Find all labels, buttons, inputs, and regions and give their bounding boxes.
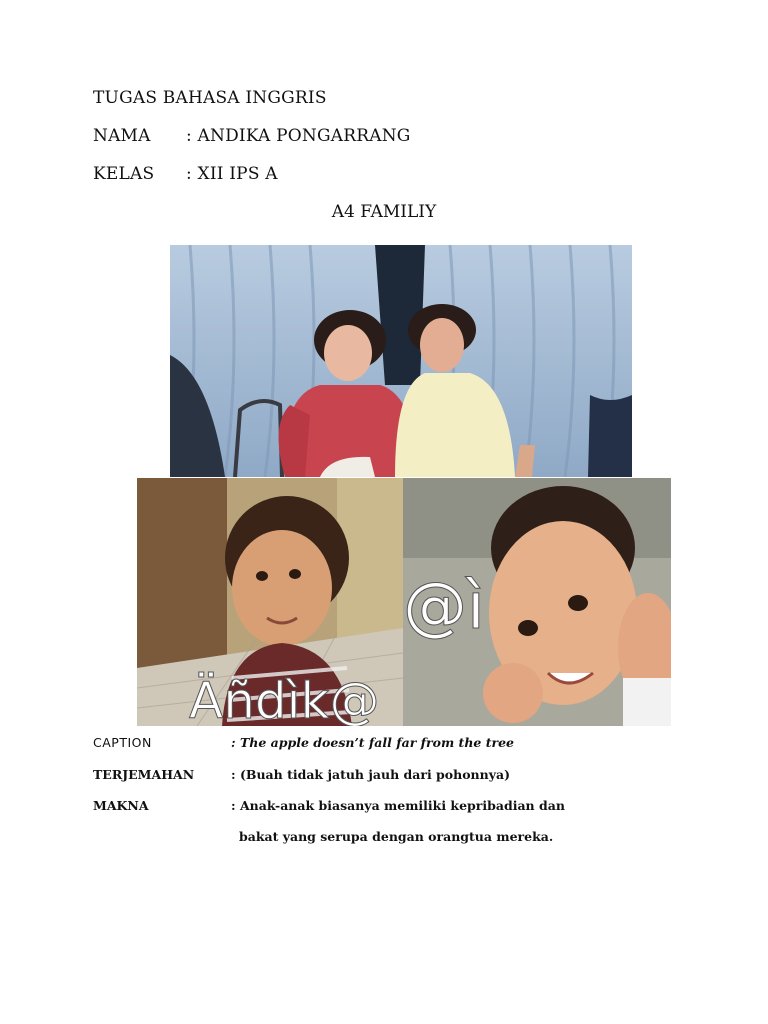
family-photo-son (403, 478, 671, 726)
class-row (93, 164, 278, 184)
son-name-overlay: @ì (403, 570, 485, 644)
meaning-label: MAKNA (93, 798, 149, 813)
family-photo-parents (170, 245, 632, 477)
translation-row (93, 767, 510, 782)
assignment-title: TUGAS BAHASA INGGRIS (93, 88, 327, 108)
translation-value: : (Buah tidak jatuh jauh dari pohonnya) (231, 767, 511, 782)
class-label: KELAS (93, 164, 155, 184)
caption-label: CAPTION (93, 735, 152, 750)
meaning-value: : Anak-anak biasanya memiliki kepribadian dan (231, 798, 565, 813)
meaning-value-continued: bakat yang serupa dengan orangtua mereka. (239, 829, 554, 844)
name-label: NAMA (93, 126, 151, 146)
meaning-row (93, 798, 565, 813)
name-row (93, 126, 411, 146)
class-value: : XII IPS A (186, 164, 278, 184)
daughter-name-overlay: Äñdìk@ (189, 672, 380, 726)
caption-value: : The apple doesn’t fall far from the tree (231, 735, 514, 750)
caption-row (93, 735, 514, 750)
document-title: A4 FAMILIY (331, 202, 437, 222)
translation-label: TERJEMAHAN (93, 767, 195, 782)
name-value: : ANDIKA PONGARRANG (186, 126, 411, 146)
family-photo-daughter (137, 478, 403, 726)
